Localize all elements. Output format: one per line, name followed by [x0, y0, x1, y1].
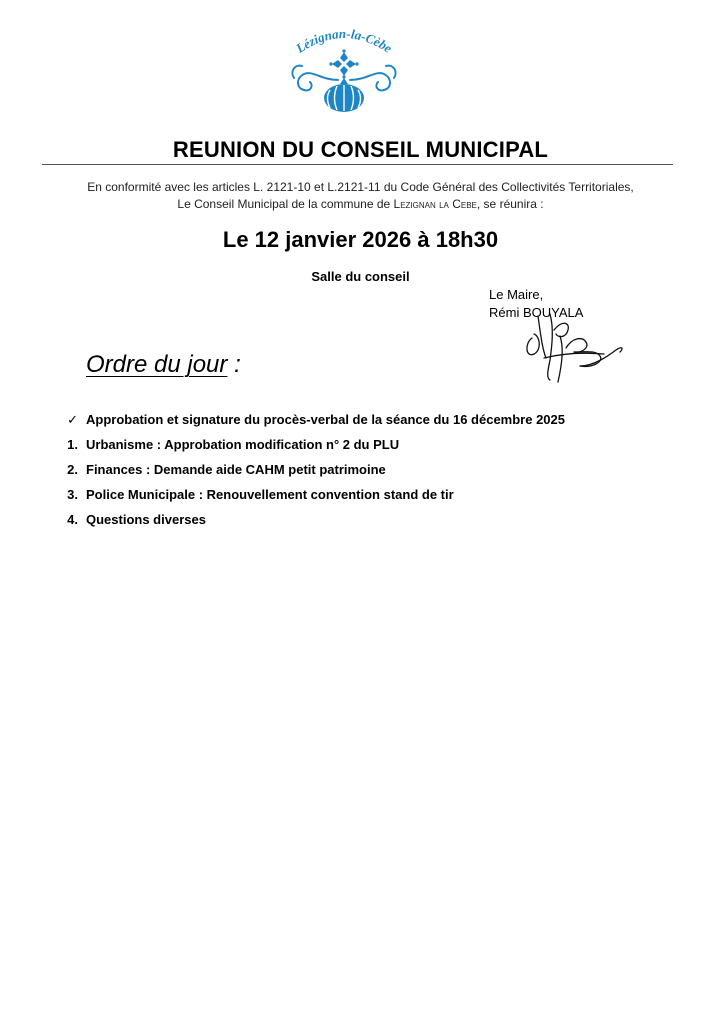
municipal-logo [282, 22, 406, 114]
check-icon: ✓ [67, 413, 78, 428]
signatory-name: Rémi BOUYALA [489, 305, 584, 320]
agenda-item-text: Approbation et signature du procès-verbal de la séance du 16 décembre 2025 [86, 412, 565, 427]
intro-line-2-before: Le Conseil Municipal de la commune de [177, 197, 394, 211]
intro-line-1: En conformité avec les articles L. 2121-10 et L.2121-11 du Code Général des Collectivités Territoriales, [87, 180, 634, 194]
agenda-item-2 [60, 462, 700, 487]
handwritten-signature [520, 308, 630, 390]
agenda-title-text: Ordre du jour [86, 351, 228, 378]
agenda-item-number: 1. [67, 437, 78, 452]
intro-line-2-after: , se réunira : [476, 197, 544, 211]
meeting-place: Salle du conseil [311, 269, 410, 284]
agenda-item-number: 3. [67, 487, 78, 502]
agenda-item-4 [60, 512, 700, 537]
agenda-item-preliminary [60, 412, 700, 437]
agenda-item-1 [60, 437, 700, 462]
svg-text:Lézignan-la-Cèbe: Lézignan-la-Cèbe [293, 25, 395, 56]
agenda-item-text: Questions diverses [86, 512, 206, 527]
agenda-item-number: 4. [67, 512, 78, 527]
agenda-item-3 [60, 487, 700, 512]
intro-paragraph [0, 179, 721, 213]
page-title: REUNION DU CONSEIL MUNICIPAL [172, 137, 549, 162]
signatory-role: Le Maire, [489, 287, 544, 302]
agenda-title [86, 351, 241, 379]
agenda-list [60, 412, 700, 537]
agenda-item-text: Finances : Demande aide CAHM petit patrimoine [86, 462, 386, 477]
agenda-item-text: Police Municipale : Renouvellement convention stand de tir [86, 487, 454, 502]
logo-emblem-icon [282, 22, 406, 114]
agenda-item-number: 2. [67, 462, 78, 477]
meeting-date: Le 12 janvier 2026 à 18h30 [222, 227, 499, 252]
title-divider [42, 164, 673, 165]
agenda-title-suffix: : [227, 351, 241, 378]
commune-name: Lezignan la Cebe [393, 197, 477, 211]
agenda-item-text: Urbanisme : Approbation modification n° 2 du PLU [86, 437, 400, 452]
intro-line-2 [0, 196, 721, 213]
